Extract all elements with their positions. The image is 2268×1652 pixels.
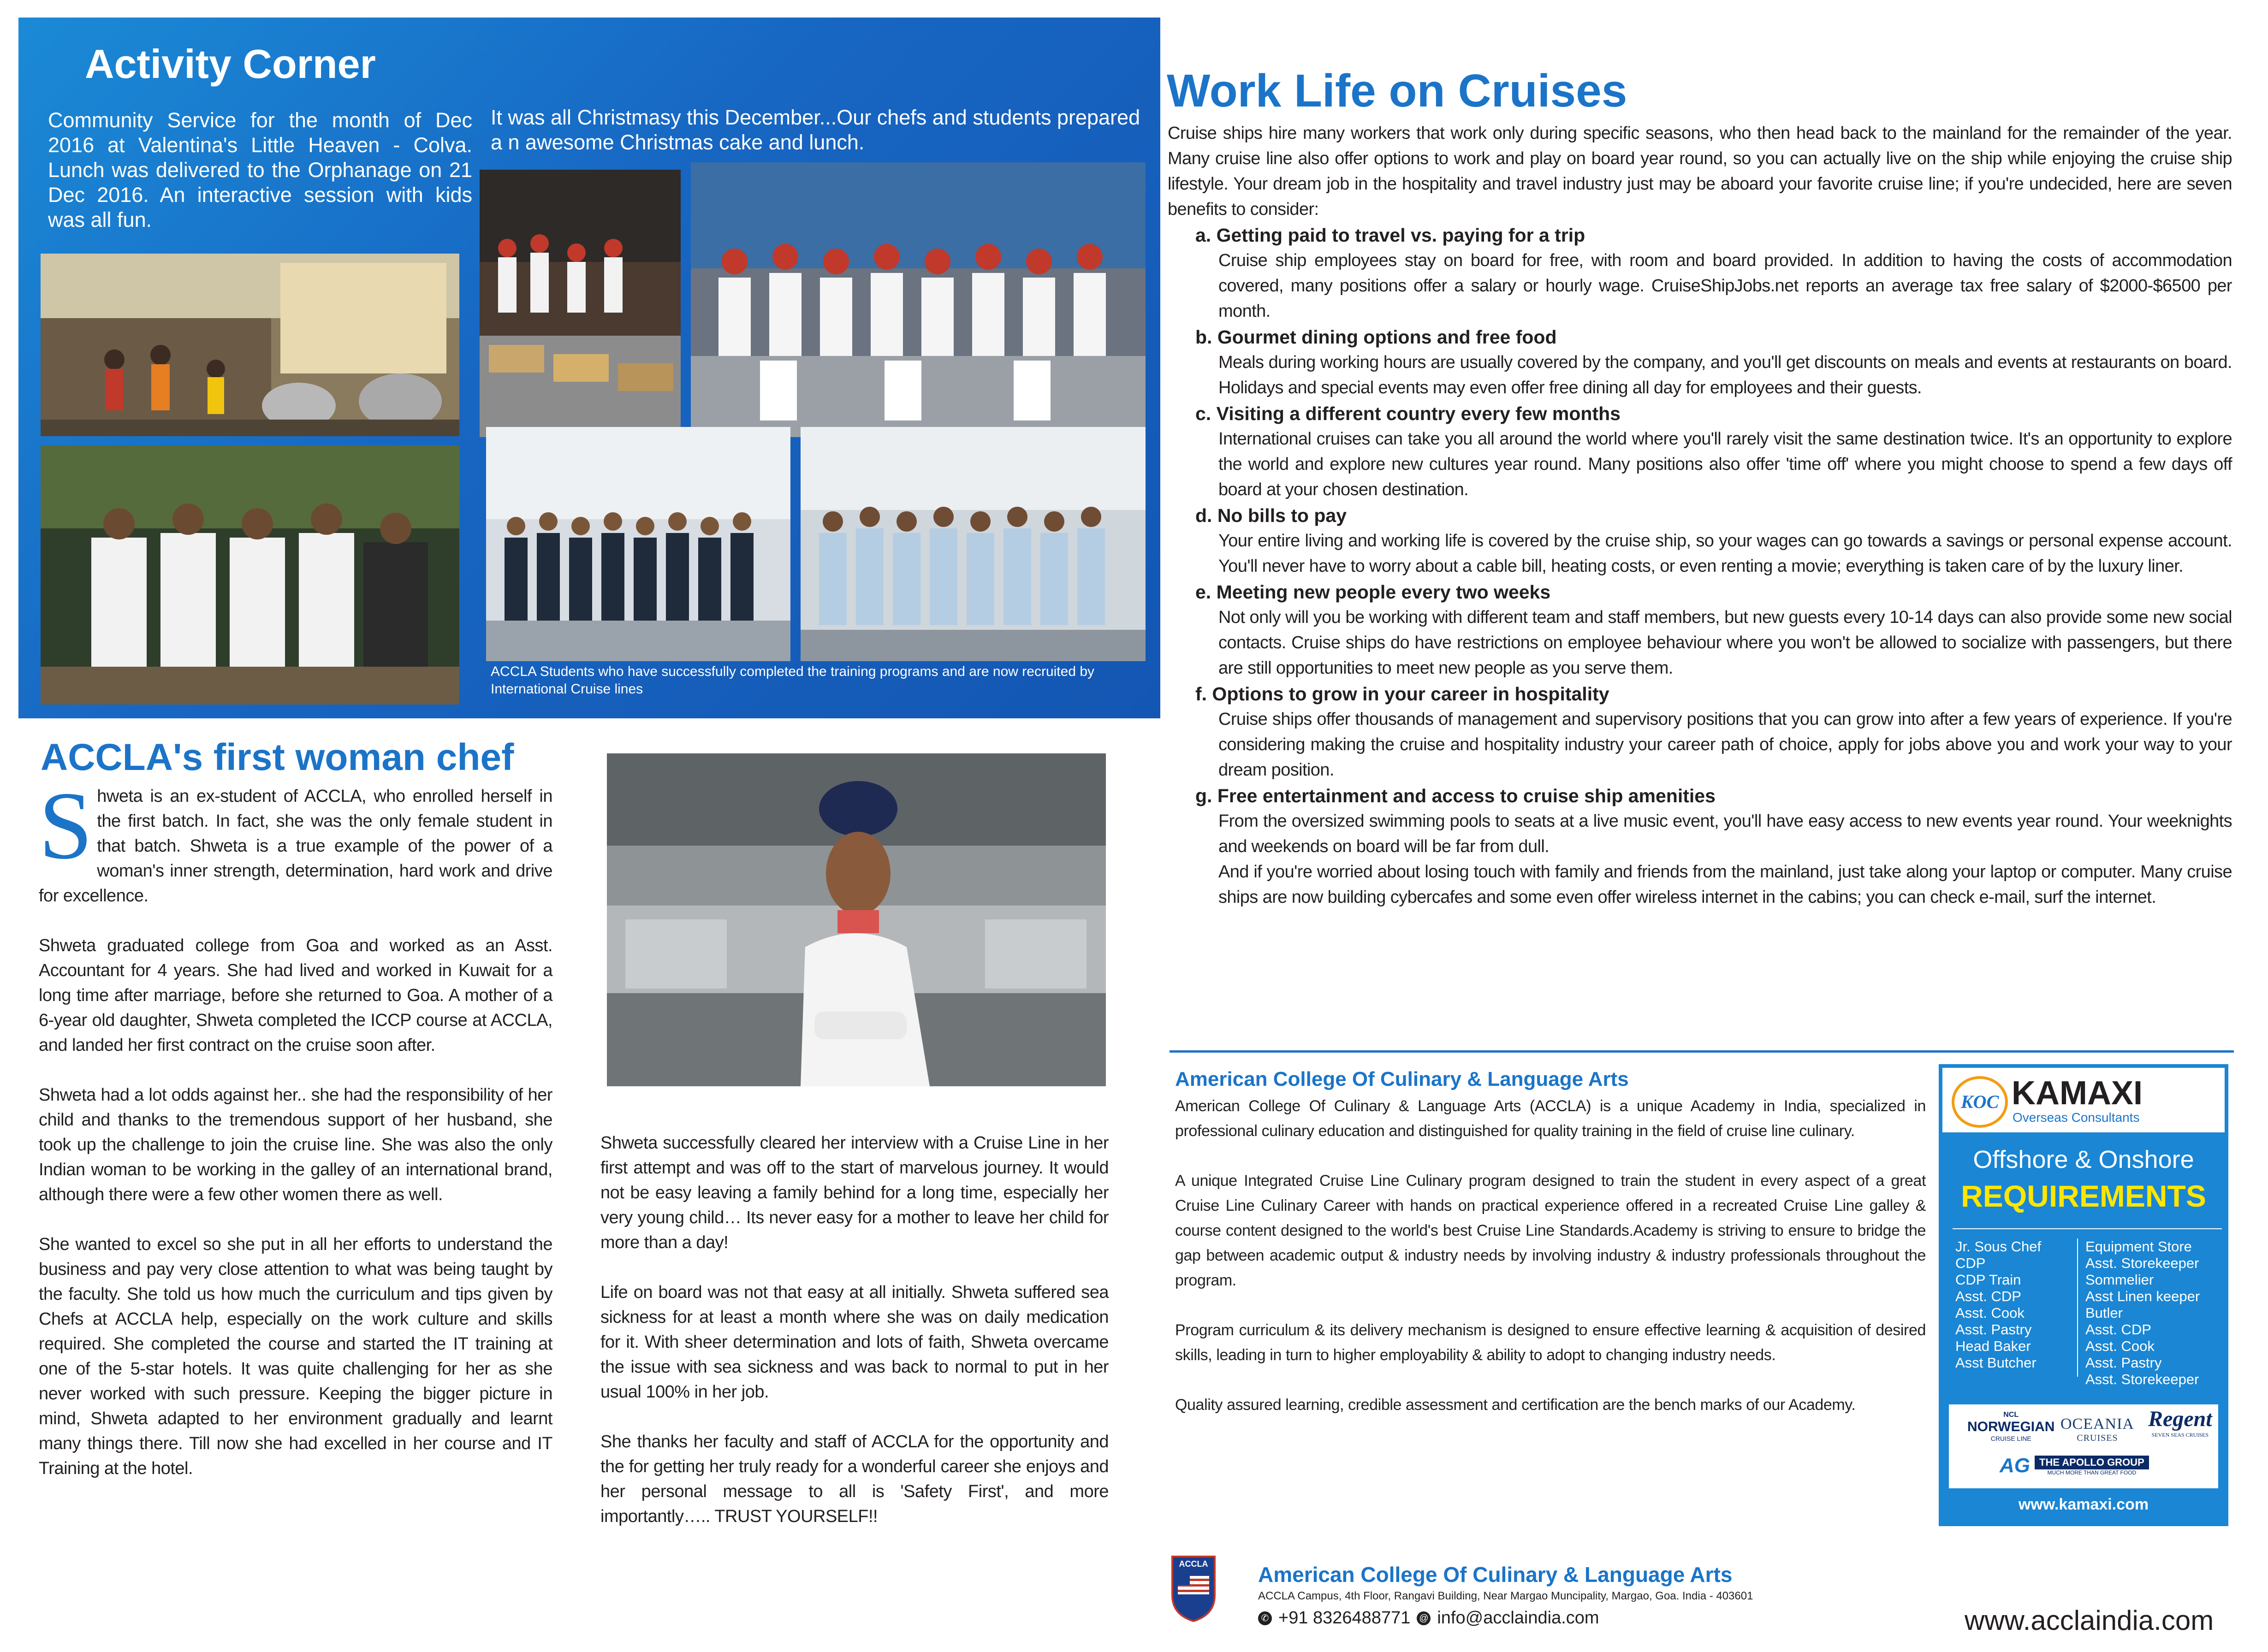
requirements-list-left xyxy=(1955,1238,2041,1371)
chef-paragraph: Life on board was not that easy at all initially. Shweta suffered sea sickness for at least a month where she was on daily medication for it. With sheer determination and lots of faith, Shweta overcame the issue with sea sickness and was back to normal to put in her usual 100% in her job. xyxy=(600,1283,1109,1402)
accla-description xyxy=(1175,1094,1926,1417)
accla-paragraph: Quality assured learning, credible assessment and certification are the bench marks of our Academy. xyxy=(1175,1396,1856,1414)
list-item: CDP xyxy=(1955,1255,1986,1271)
list-item: Asst. Cook xyxy=(1955,1305,2025,1321)
kamaxi-name: KAMAXI xyxy=(2012,1075,2143,1112)
partner-logos xyxy=(1949,1404,2218,1488)
kamaxi-logo-icon: KOC xyxy=(1952,1076,2008,1128)
chef-paragraph: Shweta is an ex-student of ACCLA, who enrolled herself in the first batch. In fact, she was the only female student in that batch. Shweta is a true example of the power of a woman's inner strength, determination, hard work and drive for excellence. xyxy=(39,772,552,906)
accla-heading: American College Of Culinary & Language Arts xyxy=(1175,1068,1629,1090)
list-item: Asst Butcher xyxy=(1955,1355,2036,1371)
accla-logo: ACCLA xyxy=(1170,1554,1217,1623)
recruited-students-photo-1 xyxy=(486,427,790,661)
community-service-text: Community Service for the month of Dec 2016 at Valentina's Little Heaven - Colva. Lunch was delivered to the Orphanage on 21 Dec 2016. An interactive session with kids was all fun. xyxy=(48,108,472,231)
chef-paragraph: Shweta graduated college from Goa and worked as an Asst. Accountant for 4 years. She had lived and worked in Kuwait for a long time after marriage, before she returned to Goa. A mother of a 6-year old daughter, Shweta completed the ICCP course at ACCLA, and landed her first contract on the cruise soon after. xyxy=(39,936,552,1055)
list-item: Asst. Storekeeper xyxy=(2085,1371,2199,1387)
drop-cap: S xyxy=(39,772,93,879)
list-item: Asst. CDP xyxy=(2085,1321,2151,1338)
section-divider xyxy=(1170,1050,2234,1053)
christmas-group-photo xyxy=(691,162,1146,437)
recruited-caption: ACCLA Students who have successfully completed the training programs and are now recruited by International Cruise lines xyxy=(491,664,1095,697)
requirements-heading: REQUIREMENTS xyxy=(1961,1179,2206,1213)
chef-article-column-1 xyxy=(39,772,552,1481)
norwegian-logo: NCL NORWEGIAN CRUISE LINE xyxy=(1967,1411,2055,1442)
list-item: Sommelier xyxy=(2085,1272,2154,1288)
footer-phone[interactable]: +91 8326488771 xyxy=(1278,1608,1411,1628)
activity-corner-panel xyxy=(18,18,1160,718)
recruited-students-photo-2 xyxy=(801,427,1146,661)
activity-corner-title: Activity Corner xyxy=(85,41,376,87)
benefit-item xyxy=(1168,503,2232,579)
list-item: Asst. Pastry xyxy=(1955,1321,2032,1338)
chef-paragraph: She wanted to excel so she put in all her efforts to understand the business and pay very close attention to what was being taught by the faculty. She told us how much the curriculum and tips given by Chefs at ACCLA help, especially on the work culture and skills required. She completed the course and started the IT training at one of the 5-star hotels. It was quite challenging for her as she never worked with such pressure. Keeping the bigger picture in mind, Shweta adapted to her environment gradually and learnt many things there. Till now she had excelled in her course and IT Training at the hotel. xyxy=(39,1235,552,1478)
requirements-list-right xyxy=(2085,1238,2200,1388)
kamaxi-logo-box xyxy=(1942,1068,2225,1132)
benefit-text: Meals during working hours are usually covered by the company, and you'll get discounts on meals and events at restaurants on board. Holidays and special events may even offer free dining all day for employees and their guests. xyxy=(1218,353,2232,397)
list-item: Head Baker xyxy=(1955,1338,2031,1354)
benefit-heading: c. Visiting a different country every few months xyxy=(1195,403,1621,424)
apollo-logo: AG THE APOLLO GROUP MUCH MORE THAN GREAT FOOD xyxy=(2000,1454,2149,1477)
benefit-item xyxy=(1168,681,2232,783)
benefit-heading: e. Meeting new people every two weeks xyxy=(1195,581,1551,603)
work-life-closing: And if you're worried about losing touch with family and friends from the mainland, just take along your laptop or computer. Many cruise ships are now building cybercafes and some even offer wireless internet in the cabins; you can check e-mail, surf the internet. xyxy=(1218,862,2232,907)
benefit-text: From the oversized swimming pools to seats at a live music event, you'll have easy access to new events year round. Your weeknights and weekends on board will be far from dull. xyxy=(1218,811,2232,856)
benefit-heading: f. Options to grow in your career in hospitality xyxy=(1195,683,1609,705)
email-icon: @ xyxy=(1417,1611,1431,1625)
accla-paragraph: Program curriculum & its delivery mechanism is designed to ensure effective learning & acquisition of desired skills, leading in turn to higher employability & ability to adopt to changing industry needs. xyxy=(1175,1321,1926,1364)
christmas-text: It was all Christmasy this December...Our chefs and students prepared a n awesome Christmas cake and lunch. xyxy=(491,106,1140,154)
work-life-title: Work Life on Cruises xyxy=(1167,65,1627,117)
benefit-heading: d. No bills to pay xyxy=(1195,505,1347,526)
list-item: Butler xyxy=(2085,1305,2123,1321)
list-item: Asst. Pastry xyxy=(2085,1355,2162,1371)
christmas-buffet-photo xyxy=(480,170,681,437)
footer-email[interactable]: info@acclaindia.com xyxy=(1437,1608,1599,1628)
benefit-item xyxy=(1168,579,2232,681)
accla-paragraph: A unique Integrated Cruise Line Culinary program designed to train the student in every aspect of a great Cruise Line Culinary Career with hands on practical experience offered in a recreated Cruise Line galley & course content designed to the world's best Cruise Line Standards.Academy is striving to ensure to bridge the gap between academic output & industry needs by involving industry & industry professionals throughout the program. xyxy=(1175,1172,1926,1289)
work-life-article xyxy=(1168,121,2232,910)
list-item: CDP Train xyxy=(1955,1272,2021,1288)
kamaxi-column-divider xyxy=(2077,1238,2078,1377)
benefit-text: Cruise ships offer thousands of management and supervisory positions that you can grow into after a few years of experience. If you're considering making the cruise and hospitality industry your career path of choice, apply for jobs above you and work your way to your dream position. xyxy=(1218,710,2232,780)
oceania-logo: OCEANIA CRUISES xyxy=(2060,1415,2134,1443)
benefit-text: International cruises can take you all around the world where you'll rarely visit the same destination twice. It's an opportunity to explore the world and explore new cultures year round. Many positions also offer 'time off' where you might choose to spend a few days off board at your chosen destination. xyxy=(1218,429,2232,499)
chef-article-title: ACCLA's first woman chef xyxy=(41,736,514,778)
orphanage-lunch-photo xyxy=(41,254,459,436)
accla-paragraph: American College Of Culinary & Language Arts (ACCLA) is a unique Academy in India, specialized in professional culinary education and distinguished for quality training in the field of cruise line culinary. xyxy=(1175,1097,1926,1140)
benefit-heading: a. Getting paid to travel vs. paying for a trip xyxy=(1195,225,1585,246)
kamaxi-subtitle: Overseas Consultants xyxy=(2013,1110,2140,1125)
chef-shweta-photo xyxy=(607,753,1106,1086)
list-item: Asst. Cook xyxy=(2085,1338,2155,1354)
chef-paragraph: Shweta had a lot odds against her.. she had the responsibility of her child and thanks to the tremendous support of her husband, she took up the challenge to join the cruise line. She was also the only Indian woman to be working in the galley of an international brand, although there were a few other women there as well. xyxy=(39,1085,552,1204)
list-item: Asst. Storekeeper xyxy=(2085,1255,2199,1271)
phone-icon: ✆ xyxy=(1258,1611,1272,1625)
kamaxi-divider xyxy=(1953,1228,2222,1229)
list-item: Equipment Store xyxy=(2085,1238,2192,1255)
students-group-photo xyxy=(41,445,459,705)
kamaxi-website[interactable]: www.kamaxi.com xyxy=(2018,1496,2149,1513)
chef-paragraph: Shweta successfully cleared her interview with a Cruise Line in her first attempt and was off to the start of marvelous journey. It would not be easy leaving a family behind for a long time, especially her very young child… Its never easy for a mother to leave her child for more than a day! xyxy=(600,1133,1109,1252)
benefit-item xyxy=(1168,783,2232,910)
list-item: Jr. Sous Chef xyxy=(1955,1238,2042,1255)
footer-college-name: American College Of Culinary & Language Arts xyxy=(1258,1563,1733,1587)
list-item: Asst. CDP xyxy=(1955,1288,2021,1304)
offshore-heading: Offshore & Onshore xyxy=(1973,1146,2194,1173)
regent-logo: Regent SEVEN SEAS CRUISES xyxy=(2148,1407,2212,1438)
benefit-item xyxy=(1168,222,2232,324)
list-item: Asst Linen keeper xyxy=(2085,1288,2200,1304)
benefit-text: Not only will you be working with different team and staff members, but new guests every 10-14 days can also provide some new social contacts. Cruise ships do have restrictions on employee behaviour where you won't be allowed to socialize with passengers, but there are still opportunities to meet new people as you serve them. xyxy=(1218,608,2232,678)
footer-address: ACCLA Campus, 4th Floor, Rangavi Building, Near Margao Muncipality, Margao, Goa. India - 403601 xyxy=(1258,1590,1753,1602)
benefit-item xyxy=(1168,324,2232,401)
footer-contact xyxy=(1258,1608,1599,1628)
benefit-text: Cruise ship employees stay on board for free, with room and board provided. In addition to having the costs of accommodation covered, many positions offer a salary or hourly wage. CruiseShipJobs.net reports an average tax free salary of $2000-$6500 per month. xyxy=(1218,251,2232,321)
kamaxi-advert xyxy=(1939,1064,2228,1526)
chef-article-column-2 xyxy=(600,1131,1109,1529)
footer-website[interactable]: www.acclaindia.com xyxy=(1965,1605,2214,1636)
work-life-intro: Cruise ships hire many workers that work only during specific seasons, who then head back to the mainland for the remainder of the year. Many cruise line also offer options to work and play on board year round, so you can actually live on the ship while enjoying the cruise ship lifestyle. Your dream job in the hospitality and travel industry just may be aboard your favorite cruise line; if you're undecided, here are seven benefits to consider: xyxy=(1168,124,2232,219)
benefit-text: Your entire living and working life is covered by the cruise ship, so your wages can go towards a savings or personal expense account. You'll never have to worry about a cable bill, heating costs, or even renting a movie; everything is taken care of by the luxury liner. xyxy=(1218,531,2232,576)
benefit-heading: g. Free entertainment and access to cruise ship amenities xyxy=(1195,785,1716,806)
benefit-heading: b. Gourmet dining options and free food xyxy=(1195,326,1557,348)
chef-paragraph: She thanks her faculty and staff of ACCLA for the opportunity and the for getting her truly ready for a wonderful career she enjoys and her personal message to all is 'Safety First', and more importantly….. TRUST YOURSELF!! xyxy=(600,1432,1109,1526)
benefit-item xyxy=(1168,401,2232,503)
